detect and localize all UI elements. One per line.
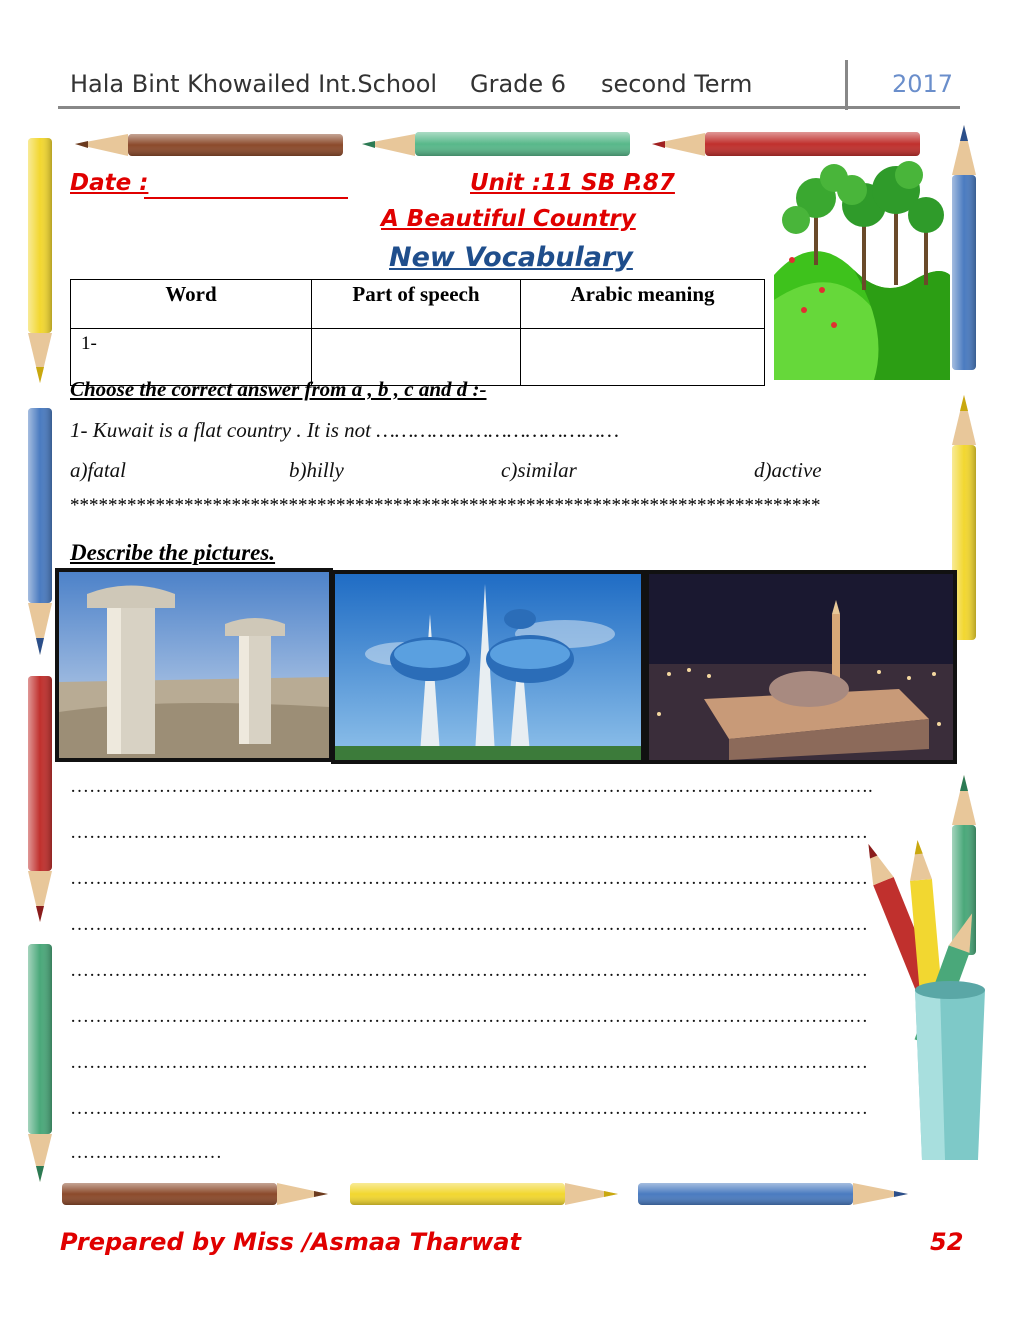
option-a[interactable]: a)fatal <box>70 458 126 482</box>
page-number: 52 <box>930 1228 964 1256</box>
table-cell-arabic-meaning[interactable] <box>521 329 765 386</box>
vocabulary-table <box>70 279 765 386</box>
option-b[interactable]: b)hilly <box>289 458 344 482</box>
pencil-yellow-left-icon <box>28 138 52 383</box>
pencil-green-icon <box>362 132 630 156</box>
table-header-arabic-meaning: Arabic meaning <box>521 280 765 329</box>
section-title: New Vocabulary <box>389 242 633 273</box>
school-name: Hala Bint Khowailed Int.School <box>70 70 438 98</box>
separator-stars: ******************************************************************************* <box>70 495 821 516</box>
option-d[interactable]: d)active <box>754 458 822 482</box>
writing-line[interactable]: ……………………………………………………………………………………………………………… <box>70 822 868 843</box>
date-label: Date : <box>70 170 149 196</box>
pencil-blue-right-icon <box>952 125 976 370</box>
columns-photo <box>55 568 333 762</box>
pencil-yellow-bottom-icon <box>350 1183 618 1205</box>
landscape-illustration <box>774 150 950 380</box>
table-header-part-of-speech: Part of speech <box>312 280 521 329</box>
writing-line[interactable]: ………………………………………………………………………………………………………………. <box>70 776 873 797</box>
exercise-instruction: Choose the correct answer from a , b , c and d :- <box>70 377 487 401</box>
pencil-blue-bottom-icon <box>638 1183 908 1205</box>
writing-line[interactable]: …………………… <box>70 1142 222 1163</box>
table-cell-word[interactable]: 1- <box>71 329 312 386</box>
option-c[interactable]: c)similar <box>501 458 577 482</box>
writing-line[interactable]: ……………………………………………………………………………………………………………… <box>70 1098 868 1119</box>
kuwait-towers-photo <box>331 570 645 764</box>
pencil-blue-left-icon <box>28 408 52 655</box>
prepared-by: Prepared by Miss /Asmaa Tharwat <box>60 1228 521 1256</box>
writing-line[interactable]: ……………………………………………………………………………………………………………… <box>70 914 868 935</box>
grand-mosque-photo <box>645 570 957 764</box>
pencil-brown-icon <box>75 134 343 156</box>
writing-line[interactable]: ……………………………………………………………………………………………………………… <box>70 868 868 889</box>
lesson-title: A Beautiful Country <box>381 206 636 232</box>
term: second Term <box>601 70 753 98</box>
exercise-question: 1- Kuwait is a flat country . It is not ………………………………… <box>70 418 619 442</box>
grade: Grade 6 <box>470 70 567 98</box>
writing-line[interactable]: ……………………………………………………………………………………………………………… <box>70 1052 868 1073</box>
unit-label: Unit :11 SB P.87 <box>470 170 675 196</box>
table-header-word: Word <box>71 280 312 329</box>
pencil-brown-bottom-icon <box>62 1183 328 1205</box>
writing-line[interactable]: ……………………………………………………………………………………………………………… <box>70 960 868 981</box>
pencil-green-left-icon <box>28 944 52 1182</box>
year: 2017 <box>892 70 954 98</box>
writing-line[interactable]: ……………………………………………………………………………………………………………… <box>70 1006 868 1027</box>
pencil-red-left-icon <box>28 676 52 922</box>
date-blank-line[interactable] <box>144 197 348 199</box>
describe-heading: Describe the pictures. <box>70 540 276 565</box>
